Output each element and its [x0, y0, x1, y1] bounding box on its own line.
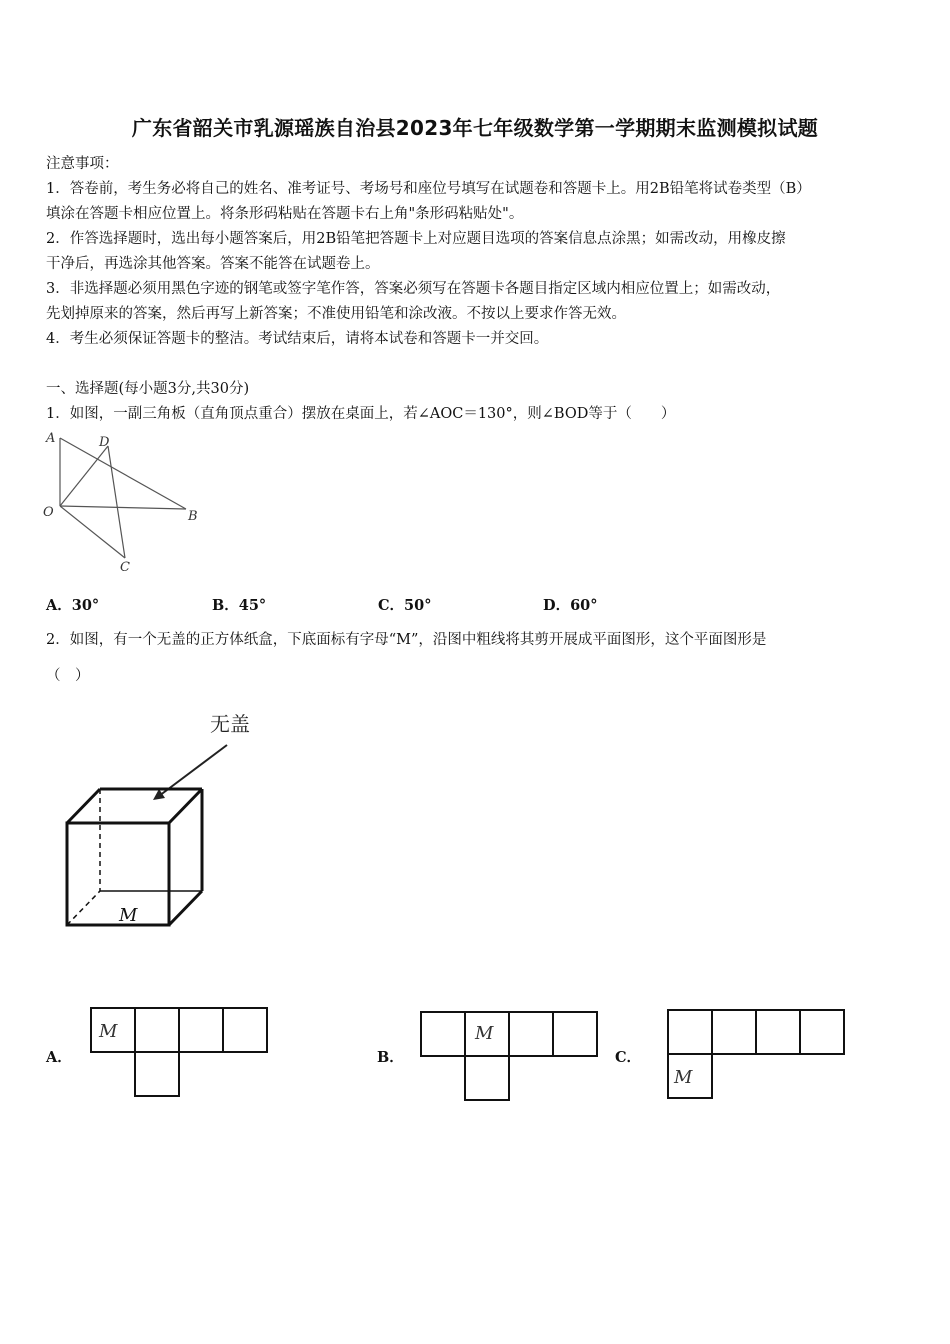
- question-2-text: 2．如图，有一个无盖的正方体纸盒，下底面标有字母“M”，沿图中粗线将其剪开展成平面图形，这个平面图形是: [46, 632, 767, 648]
- q1-figure: [36, 426, 216, 576]
- q2-net-a[interactable]: [88, 1005, 273, 1103]
- no-lid-label: 无盖: [210, 712, 250, 736]
- net-c-letter: M: [674, 1067, 693, 1088]
- label-c: C: [120, 560, 130, 575]
- q2-option-c[interactable]: C．: [615, 1049, 642, 1066]
- label-a: A: [46, 431, 56, 446]
- label-b: B: [188, 509, 198, 524]
- label-o: O: [43, 505, 54, 520]
- net-a-letter: M: [99, 1021, 118, 1042]
- notice-line: 干净后，再选涂其他答案。答案不能答在试题卷上。: [46, 256, 380, 272]
- q2-cube-figure: [55, 705, 275, 935]
- q2-net-b[interactable]: [418, 1009, 603, 1107]
- page-title: 广东省韶关市乳源瑶族自治县2023年七年级数学第一学期期末监测模拟试题: [131, 116, 819, 140]
- arrow-icon: [153, 745, 227, 800]
- q2-option-b[interactable]: B．: [377, 1049, 404, 1066]
- notice-line: 2．作答选择题时，选出每小题答案后，用2B铅笔把答题卡上对应题目选项的答案信息点涂黑；如需改动，用橡皮擦: [46, 231, 786, 247]
- notice-heading: 注意事项：: [46, 156, 119, 172]
- q2-net-c[interactable]: [665, 1007, 850, 1105]
- notice-line: 1．答卷前，考生务必将自己的姓名、准考证号、考场号和座位号填写在试题卷和答题卡上。用2B铅笔将试卷类型（B）: [46, 181, 811, 197]
- q1-option-a[interactable]: A．30°: [46, 597, 100, 614]
- q1-option-c[interactable]: C．50°: [378, 597, 432, 614]
- net-b-letter: M: [475, 1023, 494, 1044]
- cube-letter-m: M: [119, 905, 138, 926]
- notice-line: 3．非选择题必须用黑色字迹的钢笔或签字笔作答，答案必须写在答题卡各题目指定区域内相应位置上；如需改动，: [46, 281, 781, 297]
- question-2-text-cont: （ ）: [46, 668, 90, 684]
- section-heading: 一、选择题(每小题3分,共30分): [46, 381, 250, 397]
- notice-line: 4．考生必须保证答题卡的整洁。考试结束后，请将本试卷和答题卡一并交回。: [46, 331, 549, 347]
- notice-line: 先划掉原来的答案，然后再写上新答案；不准使用铅笔和涂改液。不按以上要求作答无效。: [46, 306, 626, 322]
- question-1-text: 1．如图，一副三角板（直角顶点重合）摆放在桌面上，若∠AOC＝130°，则∠BOD等于（ ）: [46, 406, 676, 422]
- label-d: D: [99, 435, 110, 450]
- q1-option-d[interactable]: D．60°: [543, 597, 598, 614]
- q2-option-a[interactable]: A．: [46, 1049, 72, 1066]
- notice-line: 填涂在答题卡相应位置上。将条形码粘贴在答题卡右上角"条形码粘贴处"。: [46, 206, 524, 222]
- q1-option-b[interactable]: B．45°: [212, 597, 267, 614]
